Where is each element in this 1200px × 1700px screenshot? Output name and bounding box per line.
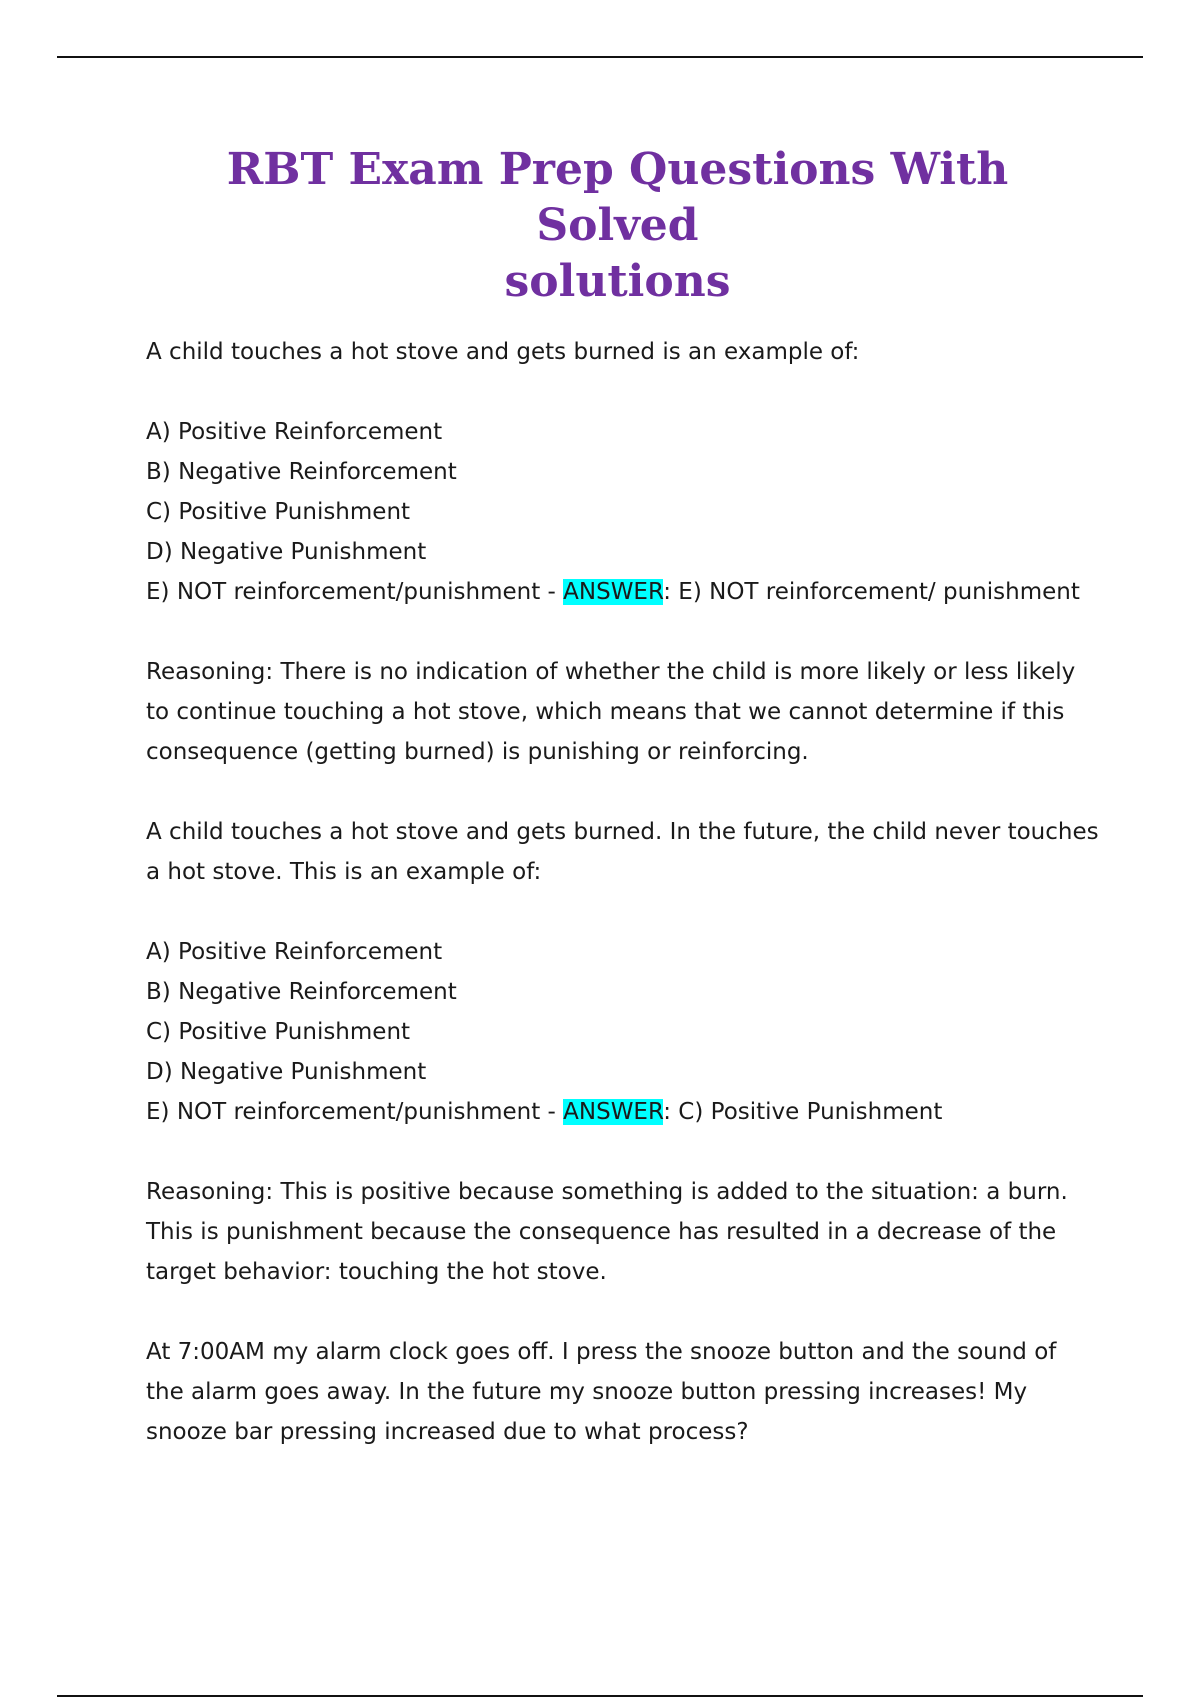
q1-reasoning-line-1: Reasoning: There is no indication of whether the child is more likely or less likely [146, 659, 1076, 685]
q2-answer-highlight: ANSWER [563, 1099, 664, 1125]
q1-answer-highlight: ANSWER [563, 579, 664, 605]
q2-option-b: B) Negative Reinforcement [146, 979, 457, 1005]
q2-option-c: C) Positive Punishment [146, 1019, 411, 1045]
q2-reasoning-line-1: Reasoning: This is positive because something is added to the situation: a burn. [146, 1179, 1068, 1205]
title-line-2: solutions [504, 256, 731, 307]
q2-reasoning-line-2: This is punishment because the consequence has resulted in a decrease of the [146, 1219, 1057, 1245]
q1-reasoning-line-2: to continue touching a hot stove, which means that we cannot determine if this [146, 699, 1065, 725]
q2-question-line-1: A child touches a hot stove and gets burned. In the future, the child never touches [146, 819, 1099, 845]
bottom-rule [57, 1695, 1143, 1697]
q1-answer-text: : E) NOT reinforcement/ punishment [663, 579, 1080, 605]
title-line-1: RBT Exam Prep Questions With Solved [226, 144, 1009, 251]
q1-option-a: A) Positive Reinforcement [146, 419, 443, 445]
q1-option-e-answer [146, 572, 1106, 612]
q2-answer-text: : C) Positive Punishment [663, 1099, 943, 1125]
q1-option-d: D) Negative Punishment [146, 539, 427, 565]
document-body [146, 332, 1106, 1452]
q2-option-d: D) Negative Punishment [146, 1059, 427, 1085]
q3-question-line-3: snooze bar pressing increased due to what process? [146, 1419, 749, 1445]
q2-reasoning-line-3: target behavior: touching the hot stove. [146, 1259, 607, 1285]
q1-option-e: E) NOT reinforcement/punishment - [146, 579, 564, 605]
q2-option-e-answer [146, 1092, 1106, 1132]
q2-question-line-2: a hot stove. This is an example of: [146, 859, 542, 885]
q1-option-b: B) Negative Reinforcement [146, 459, 457, 485]
q1-question: A child touches a hot stove and gets burned is an example of: [146, 339, 860, 365]
q1-reasoning-line-3: consequence (getting burned) is punishing or reinforcing. [146, 739, 809, 765]
q3-question-line-2: the alarm goes away. In the future my snooze button pressing increases! My [146, 1379, 1028, 1405]
q1-option-c: C) Positive Punishment [146, 499, 411, 525]
q3-question-line-1: At 7:00AM my alarm clock goes off. I press the snooze button and the sound of [146, 1339, 1057, 1365]
page-title [160, 142, 1075, 310]
top-rule [57, 56, 1143, 58]
q2-option-a: A) Positive Reinforcement [146, 939, 443, 965]
q2-option-e: E) NOT reinforcement/punishment - [146, 1099, 564, 1125]
